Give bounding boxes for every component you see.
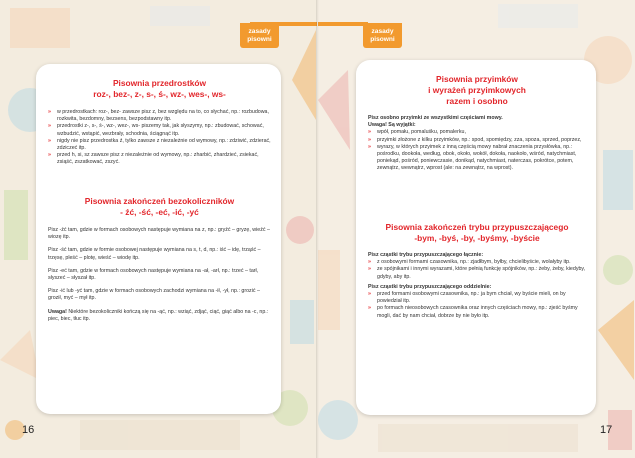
title-line: Pisownia zakończeń bezokoliczników — [84, 196, 235, 206]
page-number-right: 17 — [600, 424, 613, 436]
section-conditional — [368, 222, 586, 320]
right-content-card — [356, 60, 596, 415]
group-label: Pisz cząstki trybu przypuszczającego oddzielnie: — [368, 283, 492, 290]
title-line: -bym, -byś, -by, -byśmy, -byście — [414, 233, 540, 243]
section-tab — [363, 23, 402, 48]
note-label: Uwaga! — [48, 308, 67, 315]
list-item: » ze spójnikami i innymi wyrazami, które pełnią funkcję spójników, np.: żeby, żeby, kiedyby, gdyby, aby itp. — [368, 266, 586, 280]
title-line: - źć, -ść, -eć, -ić, -yć — [120, 207, 199, 217]
list-item: » przyimki złożone z kilku przyimków, np.: spod, spomiędzy, zza, spoza, sprzed, poprzez, — [368, 137, 586, 144]
list-item: » przedrostki z-, s-, ś-, wz-, wez-, ws- piszemy tak, jak słyszymy, np.: zbudować, schować, wzbudzić, wstąpić, wezbrały, schodnia, ściągnąć itp. — [48, 123, 271, 137]
page-number-left: 16 — [22, 424, 35, 436]
title-line: razem i osobno — [446, 96, 508, 106]
title-line: i wyrażeń przyimkowych — [428, 85, 526, 95]
tab-label-line1: zasady — [371, 28, 394, 35]
title-line: Pisownia przedrostków — [112, 78, 207, 88]
section-prepositions — [368, 74, 586, 173]
paragraph: Pisz -źć tam, gdzie w formach osobowych następuje wymiana na z, np.: gryźć – gryzę, wieźć – wiozę itp. — [48, 227, 270, 241]
tab-label-line2: pisowni — [247, 36, 272, 43]
title-line: Pisownia przyimków — [436, 74, 518, 84]
list-item: » nigdy nie pisz przedrostka ź, tylko zawsze z niezależnie od wymowy, np.: zdziwić, zdzierać, zdziczeć itp. — [48, 138, 271, 152]
section-title — [368, 74, 586, 107]
section-title — [48, 196, 271, 218]
rules-list — [48, 109, 271, 167]
list-item: » przed formami osobowymi czasownika, np.: ja bym chciał, wy byście mieli, on by powiedział itp. — [368, 291, 586, 305]
list-item: » w przedrostkach: roz-, bez- zawsze pisz z, bez względu na to, co słychać, np.: rozbudowa, rozkwita, bezdomny, bezsens, bezpodstawny itp. — [48, 109, 271, 123]
section-tab — [240, 23, 279, 48]
list-item: » wpół, pomału, pomaluśku, pomalerku, — [368, 129, 586, 136]
list-item: » z osobowymi formami czasownika, np.: zjadłbym, byłby, chcielibyście, wolałyby itp. — [368, 259, 586, 266]
section-title — [368, 222, 586, 244]
tab-label-line2: pisowni — [370, 36, 395, 43]
list-item: » wyrazy, w których przyimek z inną częścią mowy nabrał znaczenia przysłówka, np.: pośrodku, dookoła, według, obok, około, wokół, dokoła, naokoło, wśród, natychmiast, poniekąd, pośród, poniewczasie, donikąd, natychmiast, naterczas, pokrótce, potem, zewnątrz, wewnątrz, wprost (ale: na zewnątrz, na wprost). — [368, 144, 586, 173]
left-content-card — [36, 64, 281, 414]
exceptions-label: Uwaga! Są wyjątki: — [368, 122, 416, 129]
list-item: » przed h, si, sz zawsze pisz z niezależnie od wymowy, np.: zharbić, zhardzieć, zsiekać, zsiąść, zszatkować, zszyć. — [48, 152, 271, 166]
section-title — [48, 78, 271, 100]
intro-text: Pisz osobno przyimki ze wszystkimi częściami mowy. — [368, 115, 503, 121]
section-infinitives — [48, 196, 271, 329]
group-label: Pisz cząstki trybu przypuszczającego łącznie: — [368, 252, 484, 258]
rules-list — [368, 259, 586, 281]
tab-label-line1: zasady — [248, 28, 271, 35]
spine-gutter — [316, 0, 319, 458]
list-item: » po formach nieosobowych czasownika oraz innych częściach mowy, np.: zjeść byśmy mogli, dać by nam chciał, dobrze by nie było itp. — [368, 305, 586, 319]
note-text: Niektóre bezokoliczniki kończą się na -ąć, np.: wziąć, zdjąć, ciąć, giąć albo na -c, np.: piec, biec, tłuc itp. — [48, 308, 269, 322]
title-line: roz-, bez-, z-, s-, ś-, wz-, wes-, ws- — [93, 89, 226, 99]
rules-list — [368, 291, 586, 320]
paragraph: Pisz -ić lub -yć tam, gdzie w formach osobowych zachodzi wymiana na -ił, -ył, np.: grozić – groził, myć – mył itp. — [48, 288, 260, 302]
paragraph: Pisz -eć tam, gdzie w formach osobowych następuje wymiana na -ał, -arł, np.: trzeć – tarł, słyszeć – słyszał itp. — [48, 267, 259, 282]
note-paragraph — [48, 309, 271, 323]
section-prefixes — [48, 78, 271, 167]
paragraph: Pisz -ść tam, gdzie w formie osobowej następuje wymiana na s, t, d, np.: iść – idę, trząść – trzęsę, pleść – plotę, wieść – wiodę itp. — [48, 247, 261, 261]
tab-ribbon — [318, 22, 368, 26]
exceptions-list — [368, 129, 586, 172]
title-line: Pisownia zakończeń trybu przypuszczającego — [385, 222, 569, 232]
